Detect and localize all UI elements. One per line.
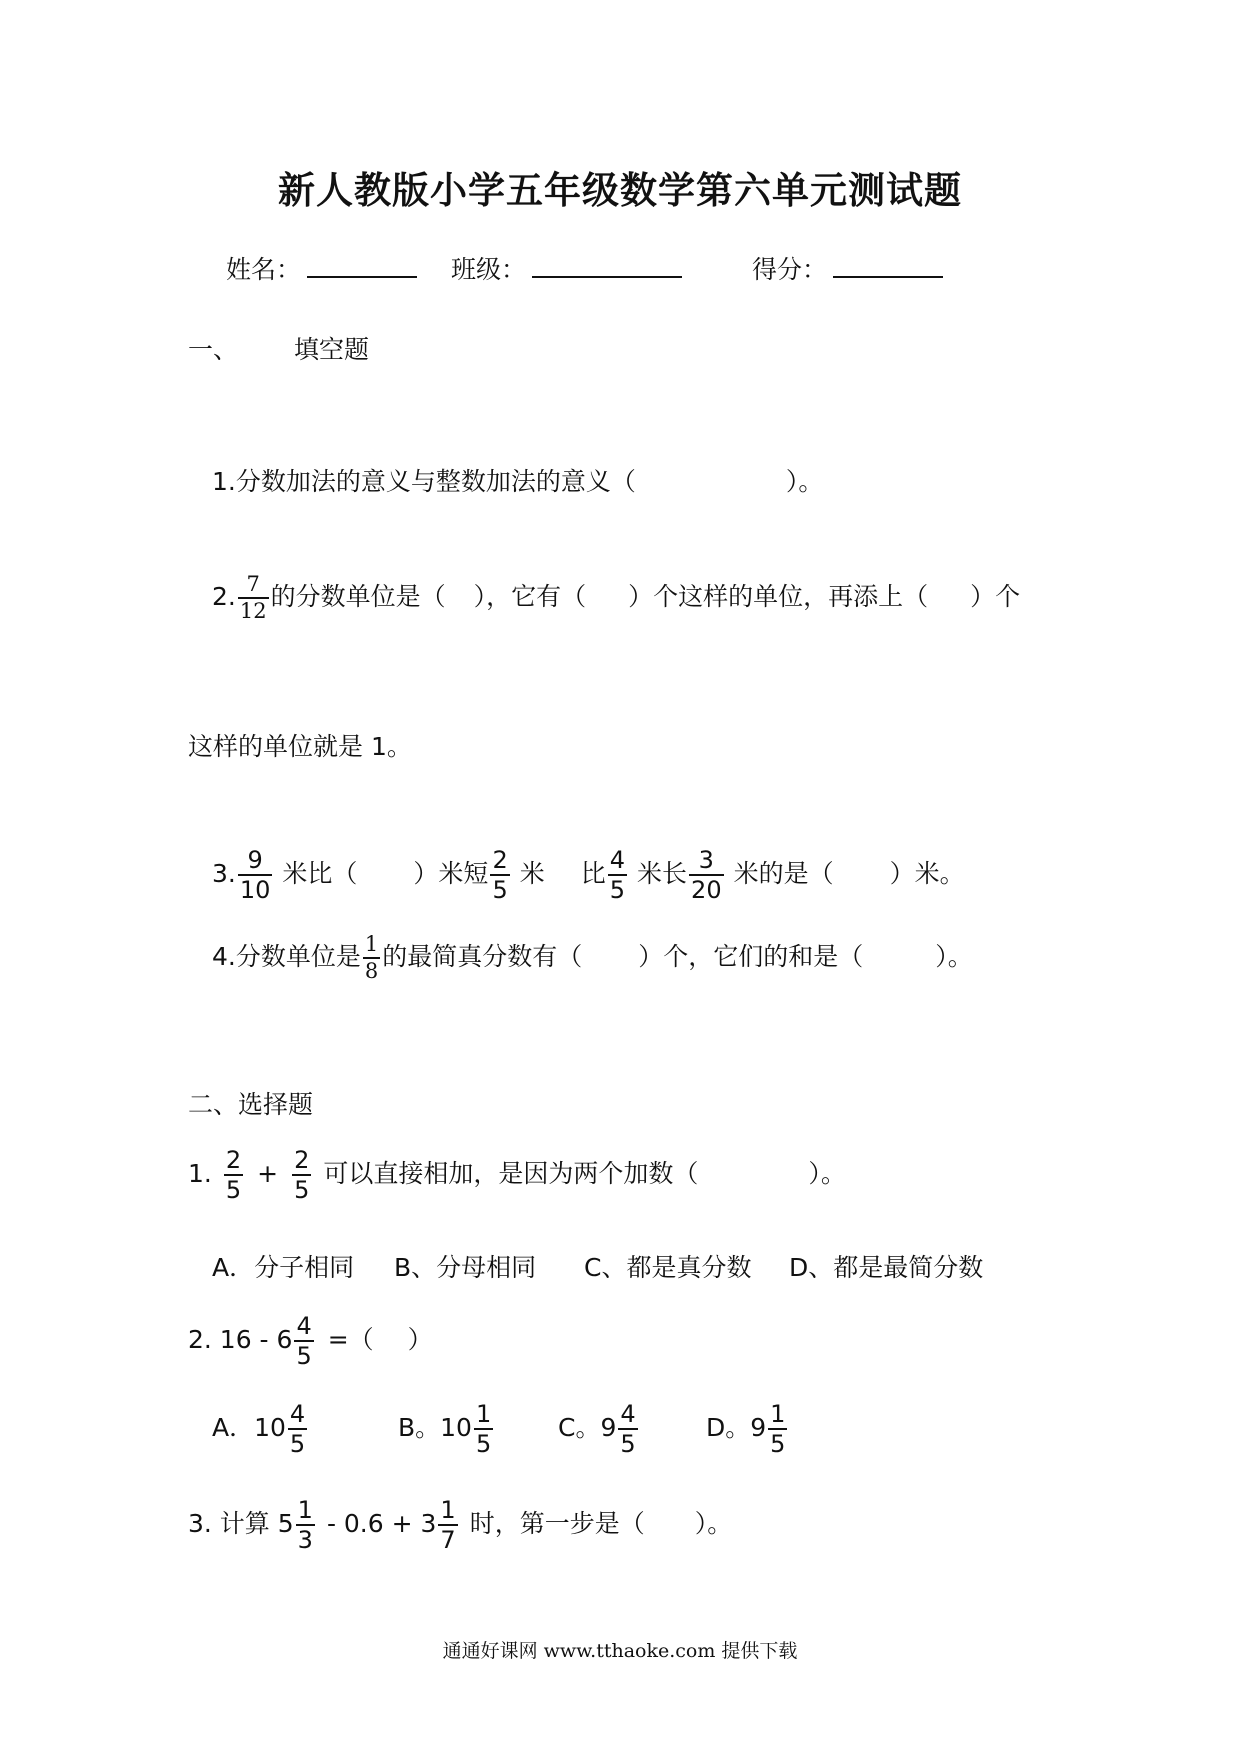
q3-text-g: ）米。 — [889, 859, 965, 888]
fraction-numerator: 9 — [247, 846, 263, 874]
q4-text-c: ）。 — [935, 942, 973, 971]
q3-text-c: 米 — [519, 859, 545, 888]
fraction-denominator: 20 — [691, 876, 722, 904]
name-blank[interactable] — [307, 250, 417, 278]
q3-text-b: ）米短 — [413, 859, 489, 888]
c2-option-b[interactable] — [398, 1402, 495, 1456]
option-fraction — [474, 1402, 493, 1456]
q3-text-f: 米的是（ — [733, 859, 834, 888]
score-label: 得分： — [752, 255, 828, 284]
fraction-1-7 — [438, 1498, 457, 1552]
q2-text-d: ）个 — [970, 582, 1021, 611]
fraction-denominator: 5 — [609, 876, 626, 904]
q1-text-end: ）。 — [785, 467, 824, 496]
section2-heading: 二、选择题 — [188, 1090, 314, 1119]
fraction-numerator: 4 — [620, 1400, 636, 1428]
fraction-numerator: 2 — [492, 846, 508, 874]
fraction-numerator: 7 — [246, 572, 260, 596]
fraction-numerator: 1 — [440, 1496, 456, 1524]
footer-source: 通通好课网 www.tthaoke.com 提供下载 — [442, 1640, 798, 1662]
q4-text-a: 的最简真分数有（ — [382, 942, 583, 971]
fraction-numerator: 1 — [475, 1400, 492, 1428]
option-label: D。9 — [706, 1413, 767, 1442]
plus-sign: + — [257, 1159, 279, 1188]
section1-number: 一、 — [188, 335, 239, 364]
q2-text-b: ），它有（ — [473, 582, 587, 611]
fraction-denominator: 5 — [296, 1342, 312, 1370]
option-label: B。10 — [398, 1413, 472, 1442]
fraction-denominator: 5 — [492, 876, 508, 904]
fraction-numerator: 1 — [364, 932, 379, 956]
fraction-denominator: 5 — [289, 1430, 306, 1458]
c1-option-b[interactable]: B、分母相同 — [394, 1253, 537, 1282]
fraction-numerator: 2 — [225, 1146, 242, 1174]
fraction-4-5 — [294, 1314, 313, 1368]
section1-heading — [188, 330, 369, 366]
c3-text-c: ）。 — [694, 1509, 733, 1538]
class-field — [451, 250, 682, 286]
fraction-numerator: 3 — [698, 846, 714, 874]
c3-text-a: - 0.6 + 3 — [326, 1509, 437, 1538]
fraction-4-5 — [608, 848, 627, 902]
c1-option-a[interactable]: A．分子相同 — [212, 1253, 355, 1282]
fraction-2-5-b — [292, 1148, 311, 1202]
q3-text-e: 米长 — [637, 859, 688, 888]
fraction-numerator: 4 — [609, 846, 626, 874]
c1-option-c[interactable]: C、都是真分数 — [584, 1253, 752, 1282]
fill-question-3 — [212, 848, 965, 902]
option-label: C。9 — [558, 1413, 617, 1442]
class-blank[interactable] — [532, 250, 682, 278]
fraction-1-8 — [363, 934, 380, 982]
name-field — [226, 250, 417, 286]
c2-text-b: ） — [407, 1325, 433, 1354]
q3-number: 3. — [212, 859, 236, 888]
c1-text-b: ）。 — [808, 1159, 846, 1188]
c2-text-a: =（ — [327, 1325, 374, 1354]
class-label: 班级： — [451, 255, 527, 284]
score-blank[interactable] — [833, 250, 943, 278]
q2-number: 2. — [212, 582, 236, 611]
c2-option-d[interactable] — [706, 1402, 789, 1456]
choice-question-1 — [188, 1148, 846, 1202]
q2-text-a: 的分数单位是（ — [270, 582, 446, 611]
fraction-1-3 — [296, 1498, 315, 1552]
c2-expression: 2. 16 - 6 — [188, 1325, 293, 1354]
option-fraction — [768, 1402, 787, 1456]
fraction-2-5-a — [224, 1148, 243, 1202]
fraction-denominator: 8 — [364, 959, 379, 983]
q3-text-a: 米比（ — [282, 859, 358, 888]
fraction-numerator: 4 — [296, 1312, 312, 1340]
choice-question-2 — [188, 1314, 433, 1368]
fraction-numerator: 2 — [294, 1146, 310, 1174]
fraction-numerator: 4 — [289, 1400, 306, 1428]
q3-text-d: 比 — [580, 859, 606, 888]
fraction-denominator: 5 — [225, 1176, 242, 1204]
fraction-7-12 — [238, 574, 269, 622]
q4-text-prefix: 4.分数单位是 — [212, 942, 361, 971]
c2-option-c[interactable] — [558, 1402, 640, 1456]
c2-option-a[interactable] — [212, 1402, 309, 1456]
c3-text-prefix: 3. 计算 5 — [188, 1509, 294, 1538]
option-fraction — [288, 1402, 307, 1456]
fraction-denominator: 10 — [239, 876, 271, 904]
fill-question-2-line2: 这样的单位就是 1。 — [188, 732, 412, 761]
fraction-numerator: 1 — [297, 1496, 313, 1524]
fraction-denominator: 5 — [620, 1430, 636, 1458]
fraction-9-10 — [238, 848, 273, 902]
fraction-denominator: 5 — [475, 1430, 492, 1458]
fraction-denominator: 7 — [440, 1526, 456, 1554]
q4-text-b: ）个，它们的和是（ — [638, 942, 864, 971]
c1-text-a: 可以直接相加，是因为两个加数（ — [323, 1159, 699, 1188]
c1-option-d[interactable]: D、都是最简分数 — [789, 1253, 984, 1282]
fraction-3-20 — [689, 848, 724, 902]
fraction-denominator: 5 — [770, 1430, 786, 1458]
c1-number: 1. — [188, 1159, 212, 1188]
name-label: 姓名： — [226, 255, 302, 284]
score-field — [752, 250, 943, 286]
fraction-numerator: 1 — [770, 1400, 786, 1428]
fill-question-2 — [212, 574, 1020, 622]
fraction-denominator: 3 — [297, 1526, 313, 1554]
fill-question-4 — [212, 934, 973, 982]
q1-text: 1.分数加法的意义与整数加法的意义（ — [212, 467, 636, 496]
option-label: A．10 — [212, 1413, 286, 1442]
fraction-denominator: 12 — [239, 599, 267, 623]
choice-question-3 — [188, 1498, 732, 1552]
q2-text-c: ）个这样的单位，再添上（ — [628, 582, 929, 611]
fraction-denominator: 5 — [294, 1176, 310, 1204]
c3-text-b: 时，第一步是（ — [469, 1509, 645, 1538]
page-title: 新人教版小学五年级数学第六单元测试题 — [278, 168, 962, 212]
option-fraction — [618, 1402, 637, 1456]
fraction-2-5 — [490, 848, 509, 902]
fill-question-1 — [212, 462, 823, 498]
section1-title: 填空题 — [294, 335, 370, 364]
